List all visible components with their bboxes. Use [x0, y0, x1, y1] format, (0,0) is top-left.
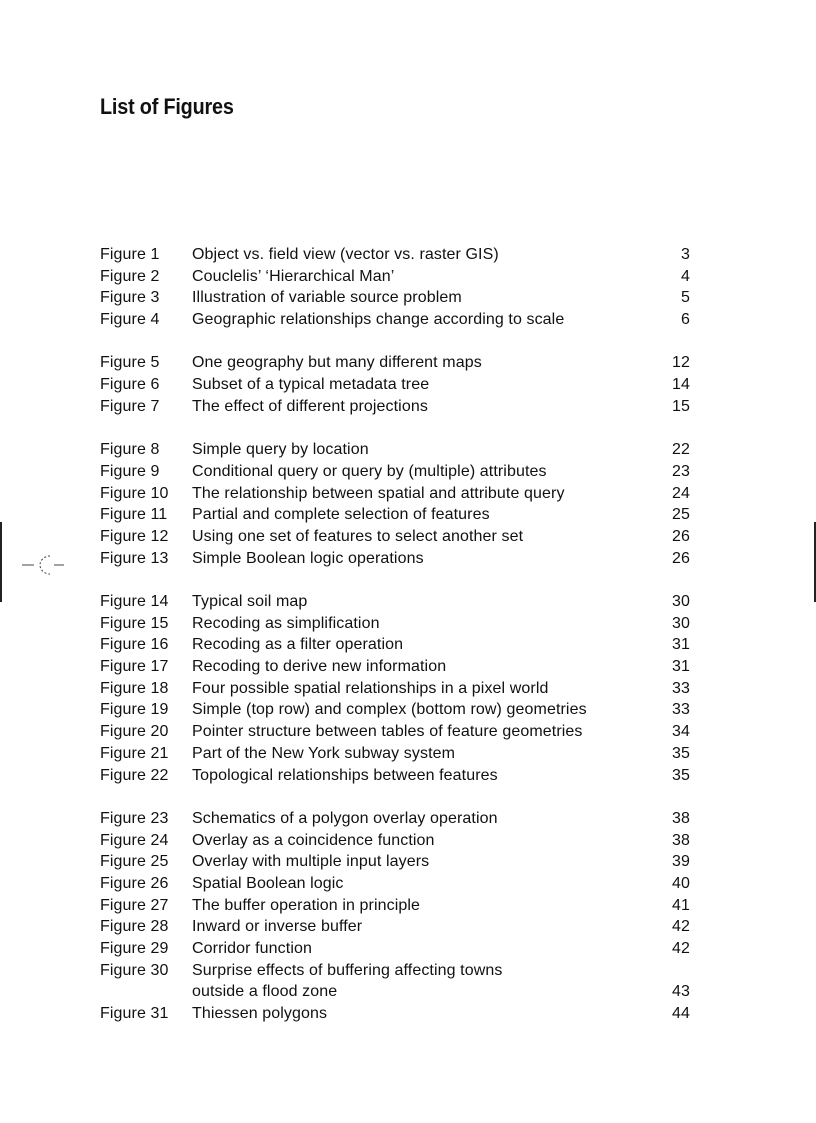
figure-label: Figure 19 — [100, 701, 169, 719]
page-number: 39 — [672, 853, 690, 871]
figure-caption: Thiessen polygons — [192, 1005, 328, 1023]
figure-entry — [100, 309, 690, 331]
page-number: 23 — [672, 462, 690, 480]
figure-entry — [100, 526, 690, 548]
figure-entry-continuation — [100, 981, 690, 1003]
figure-entry — [100, 938, 690, 960]
figure-entry — [100, 504, 690, 526]
page-number: 12 — [672, 354, 690, 372]
figure-label: Figure 3 — [100, 289, 160, 307]
page-number: 38 — [672, 809, 690, 827]
page-number: 24 — [672, 484, 690, 502]
figure-caption: Corridor function — [192, 940, 312, 957]
figure-label: Figure 28 — [100, 918, 169, 936]
figure-group — [100, 439, 690, 569]
figure-label: Figure 25 — [100, 853, 169, 871]
figure-label — [100, 981, 192, 1003]
figure-group — [100, 352, 690, 417]
figure-caption: One geography but many different maps — [192, 354, 482, 372]
page-number: 14 — [672, 376, 690, 394]
figure-entry — [100, 873, 690, 895]
figure-caption: Conditional query or query by (multiple) attributes — [192, 462, 547, 480]
figure-caption: Overlay with multiple input layers — [192, 853, 430, 871]
page-number: 6 — [681, 311, 690, 329]
figure-caption: Simple query by location — [192, 441, 369, 459]
figure-entry — [100, 396, 690, 418]
figure-label: Figure 10 — [100, 484, 169, 502]
figure-entry — [100, 808, 690, 830]
figure-entry — [100, 483, 690, 505]
figure-label: Figure 17 — [100, 658, 169, 676]
figure-entry — [100, 244, 690, 266]
figure-label: Figure 21 — [100, 744, 169, 762]
figure-caption: Object vs. field view (vector vs. raster GIS) — [192, 246, 499, 263]
figure-caption: Inward or inverse buffer — [192, 918, 363, 936]
figure-entry — [100, 266, 690, 288]
figure-entry — [100, 613, 690, 635]
figure-entry — [100, 699, 690, 721]
figure-entry — [100, 439, 690, 461]
page-number: 26 — [672, 549, 690, 567]
figure-label: Figure 26 — [100, 874, 169, 892]
figure-label: Figure 6 — [100, 376, 160, 394]
figure-entry — [100, 1003, 690, 1025]
figure-label: Figure 30 — [100, 961, 169, 979]
figure-caption: Geographic relationships change according to scale — [192, 311, 565, 329]
figure-entry — [100, 743, 690, 765]
figure-entry — [100, 851, 690, 873]
figure-caption: Simple Boolean logic operations — [192, 549, 424, 567]
figure-caption: Using one set of features to select another set — [192, 527, 524, 545]
crop-mark-left — [0, 522, 2, 602]
figure-label: Figure 4 — [100, 311, 160, 329]
figure-caption: The effect of different projections — [192, 397, 428, 415]
figure-label: Figure 13 — [100, 549, 169, 567]
figure-caption: Partial and complete selection of features — [192, 506, 490, 524]
figure-list — [100, 244, 690, 1046]
figure-label: Figure 31 — [100, 1005, 169, 1023]
figure-label: Figure 2 — [100, 267, 160, 285]
figure-caption: Couclelis’ ‘Hierarchical Man’ — [192, 267, 395, 285]
figure-caption: Part of the New York subway system — [192, 744, 456, 762]
page-number: 42 — [672, 918, 690, 936]
figure-entry — [100, 830, 690, 852]
figure-label: Figure 5 — [100, 354, 160, 372]
figure-label: Figure 29 — [100, 940, 169, 957]
figure-entry — [100, 634, 690, 656]
figure-label: Figure 16 — [100, 636, 169, 654]
figure-label: Figure 12 — [100, 527, 169, 545]
page-number: 31 — [672, 636, 690, 654]
figure-label: Figure 27 — [100, 896, 169, 914]
page-number: 38 — [672, 831, 690, 849]
figure-caption: Recoding to derive new information — [192, 658, 447, 676]
figure-caption: Typical soil map — [192, 593, 308, 610]
figure-caption: Schematics of a polygon overlay operation — [192, 809, 498, 827]
registration-mark-icon — [22, 553, 66, 577]
page-number: 42 — [672, 940, 690, 957]
figure-label: Figure 7 — [100, 397, 160, 415]
page-number: 4 — [681, 267, 690, 285]
figure-caption: Four possible spatial relationships in a pixel world — [192, 679, 549, 697]
figure-caption: Pointer structure between tables of feature geometries — [192, 723, 583, 741]
page-number: 31 — [672, 658, 690, 676]
figure-entry — [100, 895, 690, 917]
figure-label: Figure 24 — [100, 831, 169, 849]
figure-entry — [100, 287, 690, 309]
figure-caption: Illustration of variable source problem — [192, 289, 462, 307]
figure-caption: Topological relationships between features — [192, 766, 498, 784]
figure-label: Figure 18 — [100, 679, 169, 697]
page-number — [650, 960, 690, 982]
page-number: 43 — [672, 983, 690, 1001]
figure-label: Figure 22 — [100, 766, 169, 784]
figure-entry — [100, 374, 690, 396]
figure-label: Figure 11 — [100, 506, 168, 524]
figure-caption: Recoding as a filter operation — [192, 636, 404, 654]
figure-entry — [100, 765, 690, 787]
figure-entry — [100, 352, 690, 374]
figure-label: Figure 8 — [100, 441, 160, 459]
page-number: 35 — [672, 744, 690, 762]
page-number: 26 — [672, 527, 690, 545]
figure-label: Figure 1 — [100, 246, 160, 263]
figure-entry — [100, 916, 690, 938]
page-number: 40 — [672, 874, 690, 892]
page-number: 3 — [681, 246, 690, 263]
figure-entry — [100, 656, 690, 678]
page-number: 33 — [672, 701, 690, 719]
figure-label: Figure 9 — [100, 462, 160, 480]
page-number: 34 — [672, 723, 690, 741]
figure-caption: Recoding as simplification — [192, 614, 380, 632]
figure-group — [100, 591, 690, 786]
figure-group — [100, 808, 690, 1025]
figure-caption: Subset of a typical metadata tree — [192, 376, 430, 394]
figure-entry — [100, 461, 690, 483]
page-number: 30 — [672, 593, 690, 610]
page-number: 15 — [672, 397, 690, 415]
figure-label: Figure 20 — [100, 723, 169, 741]
page-number: 33 — [672, 679, 690, 697]
page-title: List of Figures — [100, 94, 234, 119]
figure-caption: Spatial Boolean logic — [192, 874, 344, 892]
page-number: 44 — [672, 1005, 690, 1023]
page-number: 30 — [672, 614, 690, 632]
figure-group — [100, 244, 690, 331]
figure-caption: Simple (top row) and complex (bottom row) geometries — [192, 701, 587, 719]
figure-entry — [100, 548, 690, 570]
figure-caption: Surprise effects of buffering affecting towns — [192, 961, 503, 979]
figure-label: Figure 15 — [100, 614, 169, 632]
figure-caption: The relationship between spatial and attribute query — [192, 484, 565, 502]
figure-label: Figure 14 — [100, 593, 169, 610]
page-number: 41 — [672, 896, 690, 914]
figure-label: Figure 23 — [100, 809, 169, 827]
page-number: 5 — [681, 289, 690, 307]
figure-caption: The buffer operation in principle — [192, 896, 421, 914]
figure-entry — [100, 960, 690, 982]
figure-entry — [100, 678, 690, 700]
figure-caption: outside a flood zone — [192, 983, 338, 1001]
figure-caption: Overlay as a coincidence function — [192, 831, 435, 849]
figure-entry — [100, 721, 690, 743]
page-number: 25 — [672, 506, 690, 524]
page-number: 22 — [672, 441, 690, 459]
page-number: 35 — [672, 766, 690, 784]
figure-entry — [100, 591, 690, 613]
